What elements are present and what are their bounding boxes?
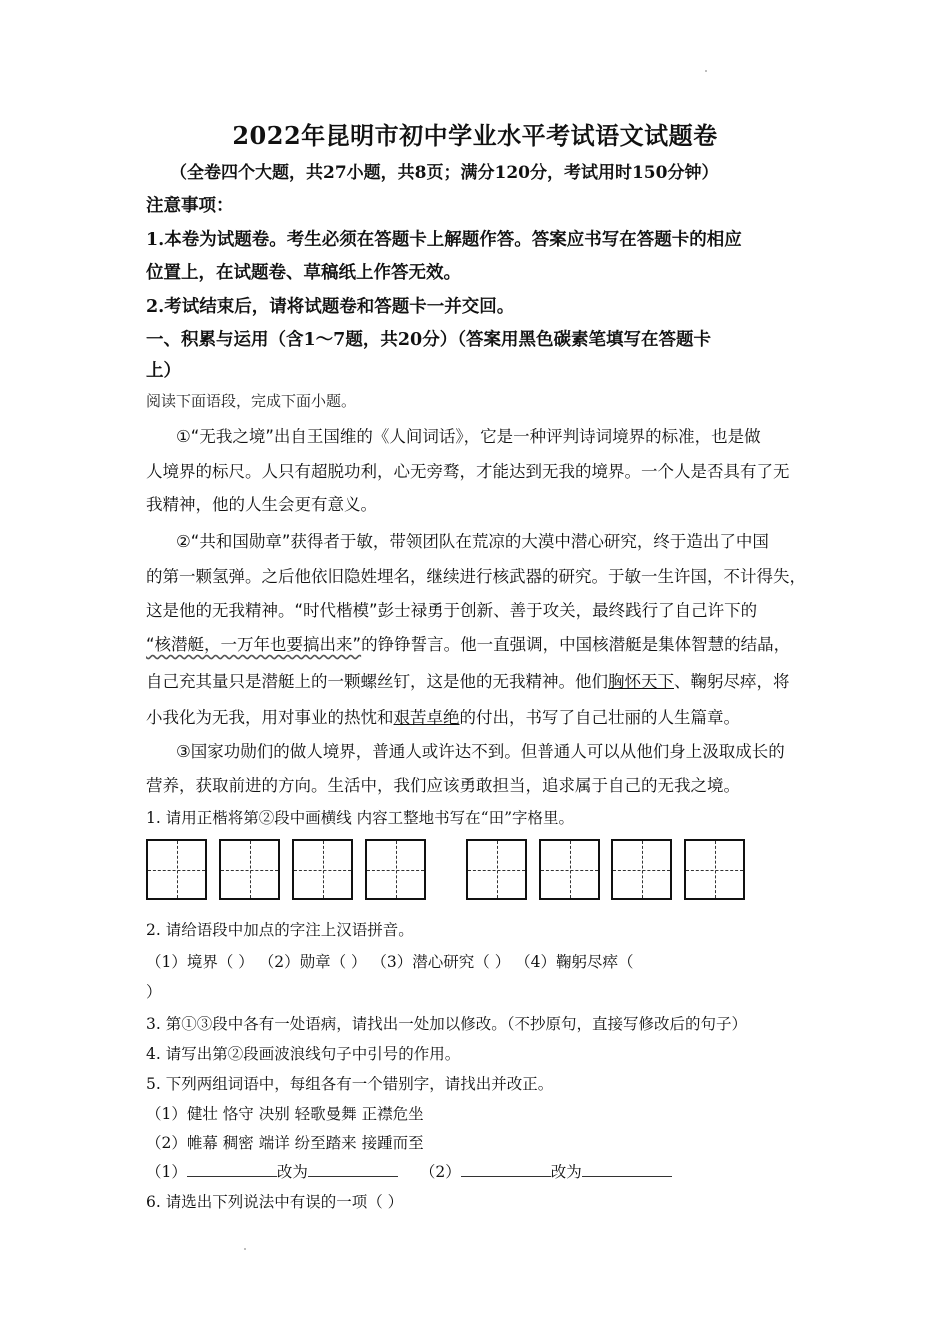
- passage-p3-line: 营养，获取前进的方向。生活中，我们应该勇敢担当，追求属于自己的无我之境。: [146, 776, 740, 795]
- answer-blank[interactable]: [461, 1161, 551, 1177]
- passage-text: 自己充其量只是潜艇上的一颗螺丝钉，这是他的无我精神。他们: [146, 672, 608, 691]
- underlined-phrase: 胸怀天下: [608, 672, 674, 691]
- question-3: 3. 第①③段中各有一处语病，请找出一处加以修改。（不抄原句，直接写修改后的句子）: [146, 1015, 747, 1033]
- question-4: 4. 请写出第②段画波浪线句子中引号的作用。: [146, 1045, 461, 1063]
- question-2-items: （1）境界（ ） （2）勋章（ ） （3）潜心研究（ ） （4）鞠躬尽瘁（: [146, 953, 634, 971]
- scan-dot: [244, 1248, 246, 1250]
- passage-p2: ②“共和国勋章”获得者于敏，带领团队在荒凉的大漠中潜心研究，终于造出了中国: [176, 532, 769, 551]
- passage-p2-line: [146, 668, 790, 692]
- passage-p2-line: 的第一颗氢弹。之后他依旧隐姓埋名，继续进行核武器的研究。于敏一生许国，不计得失，: [146, 567, 806, 586]
- answer-blank[interactable]: [187, 1161, 277, 1177]
- tianzige-box[interactable]: [684, 839, 745, 900]
- passage-p2-line: 这是他的无我精神。“时代楷模”彭士禄勇于创新、善于攻关，最终践行了自己许下的: [146, 601, 758, 620]
- exam-info: （全卷四个大题，共27小题，共8页；满分120分，考试用时150分钟）: [170, 163, 719, 183]
- passage-p1-line: 我精神，他的人生会更有意义。: [146, 495, 377, 514]
- passage-text: 的付出，书写了自己壮丽的人生篇章。: [459, 708, 740, 727]
- reading-instruction: 阅读下面语段，完成下面小题。: [146, 392, 357, 410]
- note-item-2: 2.考试结束后，请将试题卷和答题卡一并交回。: [146, 297, 515, 317]
- question-1: 1. 请用正楷将第②段中画横线 内容工整地书写在“田”字格里。: [146, 809, 574, 827]
- tianzige-box[interactable]: [146, 839, 207, 900]
- change-label: 改为: [550, 1163, 582, 1181]
- underlined-phrase: 艰苦卓绝: [393, 708, 460, 727]
- tianzige-box[interactable]: [292, 839, 353, 900]
- passage-p1-line: 人境界的标尺。人只有超脱功利，心无旁骛，才能达到无我的境界。一个人是否具有了无: [146, 462, 790, 481]
- question-5-group-2: （2）帷幕 稠密 端详 纷至踏来 接踵而至: [146, 1134, 424, 1152]
- passage-text: 、鞠躬尽瘁，将: [674, 672, 790, 691]
- tianzige-box[interactable]: [365, 839, 426, 900]
- passage-p2-line: [146, 631, 790, 655]
- answer-blank[interactable]: [308, 1161, 398, 1177]
- tianzige-box[interactable]: [466, 839, 527, 900]
- tianzige-box[interactable]: [539, 839, 600, 900]
- page-title: 2022年昆明市初中学业水平考试语文试题卷: [232, 121, 718, 150]
- passage-p3: ③国家功勋们的做人境界，普通人或许达不到。但普通人可以从他们身上汲取成长的: [176, 742, 785, 761]
- answer-label-2: （2）: [419, 1163, 461, 1181]
- section-heading: 一、积累与运用（含1～7题，共20分）（答案用黑色碳素笔填写在答题卡: [146, 330, 711, 350]
- wavy-underlined-quote: “核潜艇，一万年也要搞出来”: [146, 635, 362, 654]
- passage-p2-line: [146, 704, 740, 728]
- note-item-1: 1.本卷为试题卷。考生必须在答题卡上解题作答。答案应书写在答题卡的相应: [146, 230, 742, 250]
- question-2-close: ）: [146, 983, 162, 1001]
- section-heading-cont: 上）: [146, 361, 181, 381]
- tianzige-box[interactable]: [611, 839, 672, 900]
- change-label: 改为: [276, 1163, 308, 1181]
- question-5-answer-row: [146, 1160, 672, 1182]
- question-6: 6. 请选出下列说法中有误的一项（ ）: [146, 1193, 404, 1211]
- passage-p1: ①“无我之境”出自王国维的《人间词话》，它是一种评判诗词境界的标准，也是做: [176, 427, 761, 446]
- notes-heading: 注意事项：: [146, 196, 234, 216]
- tianzige-box[interactable]: [219, 839, 280, 900]
- answer-blank[interactable]: [582, 1161, 672, 1177]
- answer-label-1: （1）: [146, 1163, 187, 1181]
- note-item-1-cont: 位置上，在试题卷、草稿纸上作答无效。: [146, 263, 461, 283]
- question-5-group-1: （1）健壮 恪守 决别 轻歌曼舞 正襟危坐: [146, 1105, 424, 1123]
- passage-text: 的铮铮誓言。他一直强调，中国核潜艇是集体智慧的结晶，: [361, 635, 791, 654]
- scan-dot: [705, 70, 707, 72]
- question-2: 2. 请给语段中加点的字注上汉语拼音。: [146, 921, 414, 939]
- passage-text: 小我化为无我，用对事业的热忱和: [146, 708, 394, 727]
- question-5: 5. 下列两组词语中，每组各有一个错别字，请找出并改正。: [146, 1075, 554, 1093]
